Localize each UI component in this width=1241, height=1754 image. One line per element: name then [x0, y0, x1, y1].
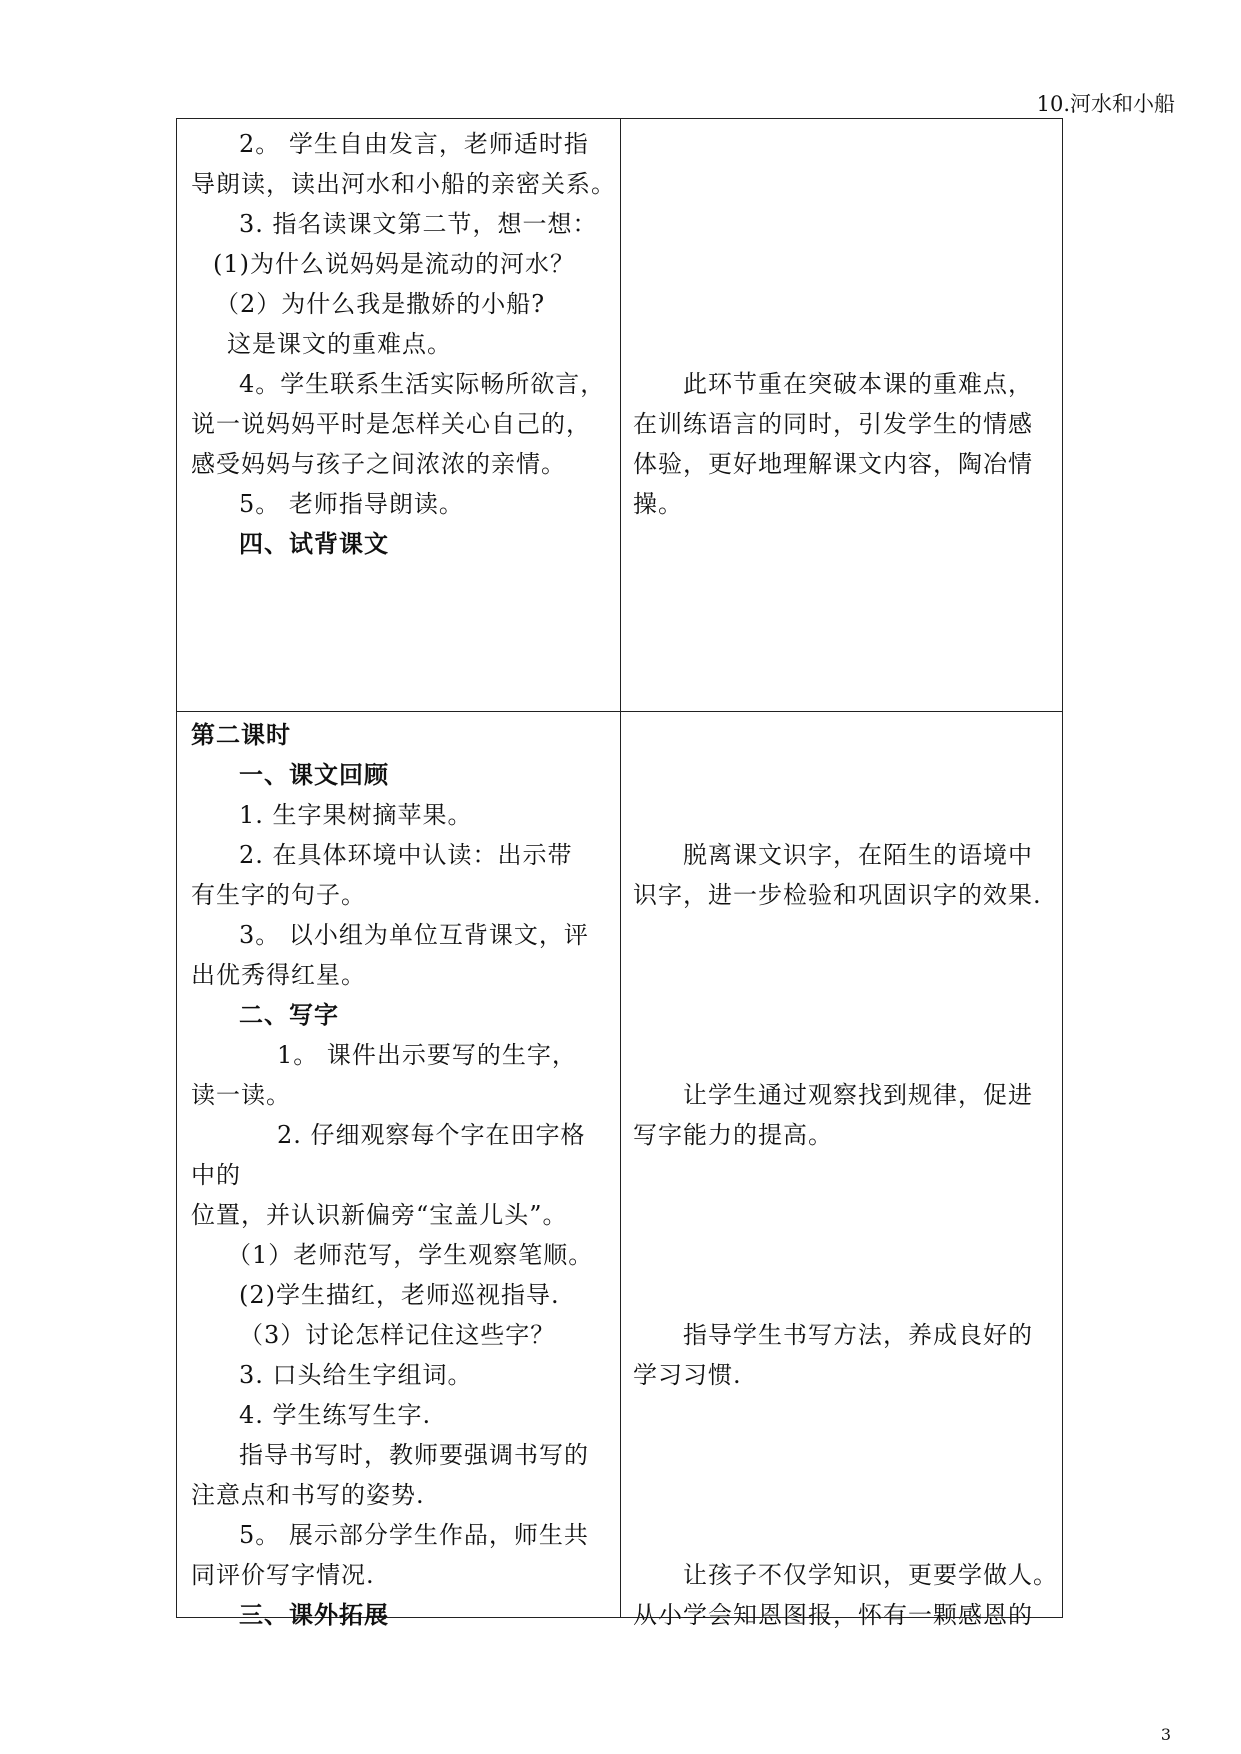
text-line: 写字能力的提高。 — [633, 1121, 833, 1149]
header-title: 10.河水和小船 — [1036, 92, 1175, 116]
text-line: (1)为什么说妈妈是流动的河水？ — [213, 250, 575, 278]
text-line: 指导书写时，教师要强调书写的 — [239, 1441, 589, 1469]
text-line: 1。 课件出示要写的生字， — [277, 1041, 577, 1069]
text-line: 3. 指名读课文第二节，想一想： — [239, 210, 598, 238]
text-line: 位置，并认识新偏旁“宝盖儿头”。 — [191, 1201, 568, 1229]
text-line: （1）老师范写，学生观察笔顺。 — [227, 1241, 594, 1269]
text-line: 在训练语言的同时，引发学生的情感 — [633, 410, 1033, 438]
teaching-process-cell — [177, 712, 621, 1629]
section-heading: 三、课外拓展 — [239, 1600, 389, 1629]
text-line: 识字，进一步检验和巩固识字的效果. — [633, 881, 1042, 909]
text-line: 4. 学生练写生字. — [239, 1401, 432, 1429]
text-line: 中的 — [191, 1161, 241, 1189]
text-line: 此环节重在突破本课的重难点， — [683, 370, 1033, 398]
text-line: （2）为什么我是撒娇的小船? — [215, 290, 546, 318]
text-line: 读一读。 — [191, 1081, 291, 1109]
section-heading: 一、课文回顾 — [239, 760, 389, 789]
text-line: 这是课文的重难点。 — [227, 330, 452, 358]
text-line: 体验，更好地理解课文内容，陶冶情 — [633, 450, 1033, 478]
text-line: 4。学生联系生活实际畅所欲言， — [239, 370, 606, 398]
lesson-plan-table — [176, 118, 1063, 1629]
text-line: （3）讨论怎样记住这些字？ — [239, 1321, 556, 1349]
page-number: 3 — [1160, 1725, 1171, 1744]
text-line: 2。 学生自由发言，老师适时指 — [239, 130, 589, 158]
table-row — [177, 712, 1063, 1618]
text-line: (2)学生描红，老师巡视指导. — [239, 1281, 560, 1309]
text-line: 5。 展示部分学生作品，师生共 — [239, 1521, 589, 1549]
table-row — [177, 119, 1063, 712]
section-heading: 四、试背课文 — [239, 529, 389, 558]
text-line: 5。 老师指导朗读。 — [239, 490, 464, 518]
design-intent-cell — [621, 712, 1063, 1629]
text-line: 指导学生书写方法，养成良好的 — [683, 1321, 1033, 1349]
text-line: 说一说妈妈平时是怎样关心自己的， — [191, 410, 591, 438]
text-line: 操。 — [633, 490, 683, 518]
section-heading: 二、写字 — [239, 1000, 339, 1029]
text-line: 学习习惯. — [633, 1361, 742, 1389]
text-line: 脱离课文识字，在陌生的语境中 — [683, 841, 1033, 869]
text-line: 有生字的句子。 — [191, 881, 366, 909]
design-intent-cell — [621, 119, 1063, 712]
text-line: 从小学会知恩图报，怀有一颗感恩的 — [633, 1601, 1033, 1629]
text-line: 注意点和书写的姿势. — [191, 1481, 425, 1509]
text-line: 3。 以小组为单位互背课文，评 — [239, 921, 589, 949]
text-line: 2. 仔细观察每个字在田字格 — [277, 1121, 586, 1149]
text-line: 2. 在具体环境中认读：出示带 — [239, 841, 573, 869]
text-line: 1. 生字果树摘苹果。 — [239, 801, 473, 829]
lesson-heading: 第二课时 — [191, 720, 291, 749]
teaching-process-cell — [177, 119, 621, 712]
text-line: 3. 口头给生字组词。 — [239, 1361, 473, 1389]
text-line: 同评价写字情况. — [191, 1561, 375, 1589]
text-line: 让学生通过观察找到规律，促进 — [683, 1081, 1033, 1109]
text-line: 导朗读，读出河水和小船的亲密关系。 — [191, 170, 616, 198]
text-line: 让孩子不仅学知识，更要学做人。 — [683, 1561, 1058, 1589]
text-line: 出优秀得红星。 — [191, 961, 366, 989]
text-line: 感受妈妈与孩子之间浓浓的亲情。 — [191, 450, 566, 478]
